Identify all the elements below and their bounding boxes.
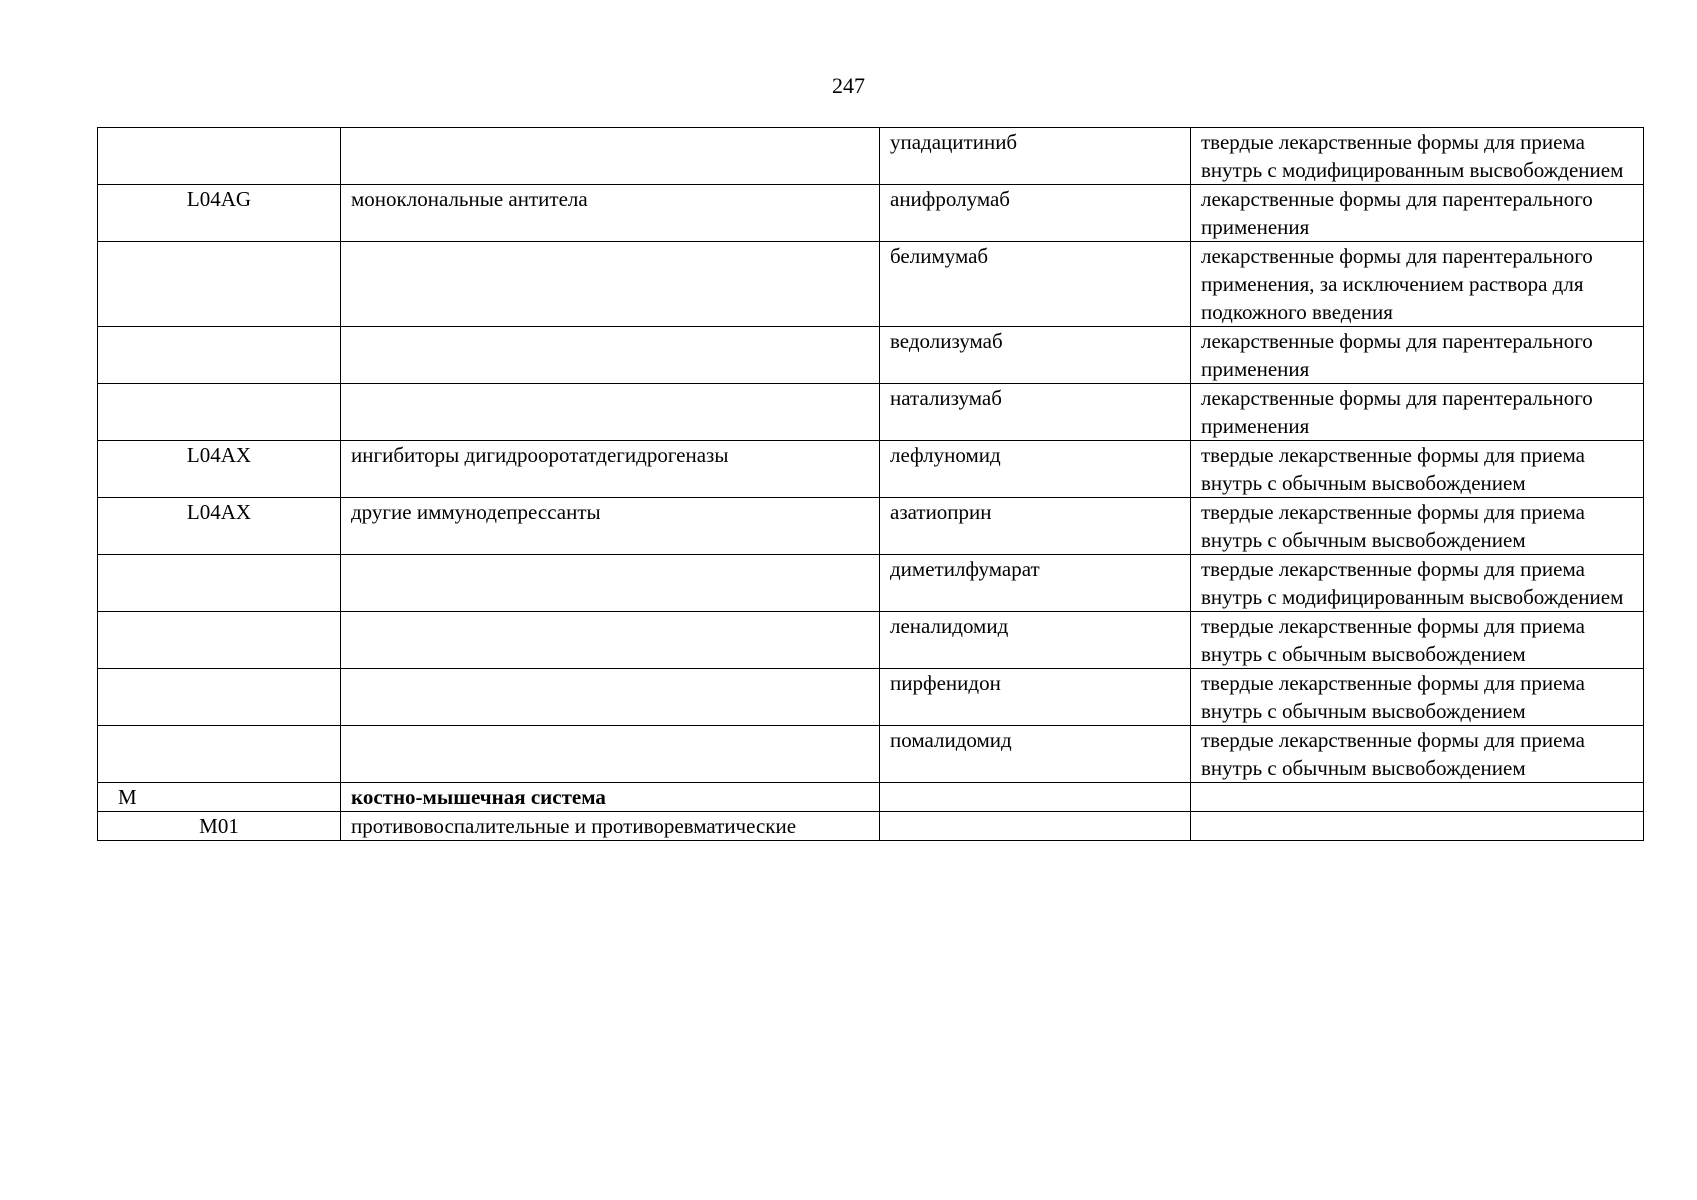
atc-code-cell — [98, 669, 341, 726]
group-name-cell: другие иммунодепрессанты — [341, 498, 880, 555]
dosage-form-cell — [1191, 812, 1644, 841]
dosage-form-cell: твердые лекарственные формы для приема внутрь с обычным высвобождением — [1191, 441, 1644, 498]
dosage-form-cell: лекарственные формы для парентерального применения — [1191, 185, 1644, 242]
atc-code-cell: M01 — [98, 812, 341, 841]
dosage-form-cell: твердые лекарственные формы для приема внутрь с обычным высвобождением — [1191, 498, 1644, 555]
table-row — [98, 384, 1644, 441]
drug-name-cell: лефлуномид — [880, 441, 1191, 498]
table-row — [98, 726, 1644, 783]
group-name-cell — [341, 327, 880, 384]
drug-name-cell: азатиоприн — [880, 498, 1191, 555]
atc-code-cell — [98, 726, 341, 783]
table-row — [98, 128, 1644, 185]
group-name-cell — [341, 726, 880, 783]
dosage-form-cell: лекарственные формы для парентерального применения — [1191, 327, 1644, 384]
atc-code-cell — [98, 128, 341, 185]
table-row — [98, 441, 1644, 498]
group-name-cell — [341, 128, 880, 185]
table-row — [98, 783, 1644, 812]
drug-name-cell: ведолизумаб — [880, 327, 1191, 384]
drug-name-cell: диметилфумарат — [880, 555, 1191, 612]
dosage-form-cell: твердые лекарственные формы для приема внутрь с модифицированным высвобождением — [1191, 128, 1644, 185]
group-name-cell: моноклональные антитела — [341, 185, 880, 242]
group-name-cell: противовоспалительные и противоревматические — [341, 812, 880, 841]
drug-name-cell — [880, 812, 1191, 841]
group-name-cell — [341, 242, 880, 327]
dosage-form-cell: лекарственные формы для парентерального применения — [1191, 384, 1644, 441]
dosage-form-cell — [1191, 783, 1644, 812]
dosage-form-cell: твердые лекарственные формы для приема внутрь с обычным высвобождением — [1191, 726, 1644, 783]
atc-code-cell — [98, 384, 341, 441]
group-name-cell — [341, 669, 880, 726]
atc-code-cell: M — [98, 783, 341, 812]
drug-name-cell: белимумаб — [880, 242, 1191, 327]
group-name-cell — [341, 555, 880, 612]
page-number: 247 — [832, 73, 865, 98]
table-row — [98, 612, 1644, 669]
table-row — [98, 555, 1644, 612]
drug-name-cell: леналидомид — [880, 612, 1191, 669]
atc-code-cell — [98, 242, 341, 327]
dosage-form-cell: твердые лекарственные формы для приема внутрь с модифицированным высвобождением — [1191, 555, 1644, 612]
atc-code-cell: L04AX — [98, 498, 341, 555]
drug-name-cell: пирфенидон — [880, 669, 1191, 726]
drug-name-cell: анифролумаб — [880, 185, 1191, 242]
group-name-cell: ингибиторы дигидрооротатдегидрогеназы — [341, 441, 880, 498]
group-name-cell — [341, 612, 880, 669]
table-row — [98, 327, 1644, 384]
group-name-cell: костно-мышечная система — [341, 783, 880, 812]
atc-code-cell — [98, 612, 341, 669]
atc-code-cell: L04AX — [98, 441, 341, 498]
table-row — [98, 498, 1644, 555]
dosage-form-cell: твердые лекарственные формы для приема внутрь с обычным высвобождением — [1191, 669, 1644, 726]
dosage-form-cell: лекарственные формы для парентерального применения, за исключением раствора для подкожного введения — [1191, 242, 1644, 327]
atc-code-cell — [98, 327, 341, 384]
drug-name-cell: упадацитиниб — [880, 128, 1191, 185]
drug-name-cell: натализумаб — [880, 384, 1191, 441]
table-row — [98, 185, 1644, 242]
drug-name-cell — [880, 783, 1191, 812]
table-row — [98, 242, 1644, 327]
group-name-cell — [341, 384, 880, 441]
drug-name-cell: помалидомид — [880, 726, 1191, 783]
atc-code-cell — [98, 555, 341, 612]
drug-table — [97, 127, 1644, 841]
dosage-form-cell: твердые лекарственные формы для приема внутрь с обычным высвобождением — [1191, 612, 1644, 669]
atc-code-cell: L04AG — [98, 185, 341, 242]
table-row — [98, 812, 1644, 841]
table-row — [98, 669, 1644, 726]
